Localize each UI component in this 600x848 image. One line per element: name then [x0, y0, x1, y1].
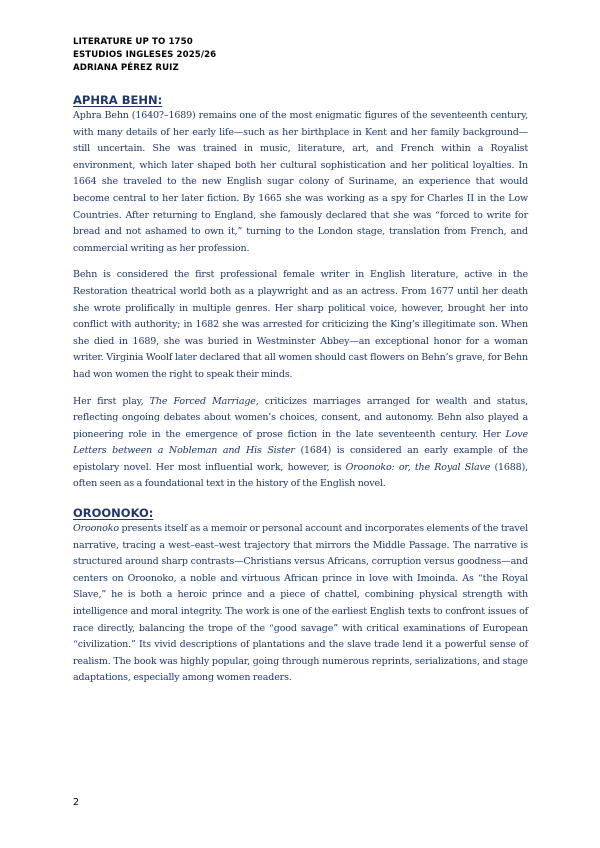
paragraph-behn-biography: Aphra Behn (1640?–1689) remains one of the most enigmatic figures of the seventeenth century, with many details of her early life—such as her birthplace in Kent and her family background—still uncertain. She was trained in music, literature, art, and French within a Royalist environment, which later shaped both her cultural sophistication and her political loyalties. In 1664 she traveled to the new English sugar colony of Suriname, an experience that would become central to her later fiction. By 1665 she was working as a spy for Charles II in the Low Countries. After returning to England, she famously declared that she was “forced to write for bread and not ashamed to own it,” turning to the London stage, translation from French, and commercial writing as her profession.	[73, 110, 528, 254]
text-run: presents itself as a memoir or personal account and incorporates elements of the travel narrative, tracing a west–east–west trajectory that mirrors the Middle Passage. The narrative is structured around sharp contrasts—Christians versus Africans, corruption versus goodness—and centers on Oroonoko, a noble and virtuous African prince in love with Imoinda. As “the Royal Slave,” he is both a heroic prince and a piece of chattel, combining physical strength with intelligence and moral integrity. The work is one of the earliest English texts to confront issues of race directly, balancing the trope of the “good savage” with critical examinations of European “civilization.” Its vivid descriptions of plantations and the slave trade lend it a powerful sense of realism. The book was highly popular, going through numerous reprints, serializations, and stage adaptations, especially among women readers.	[73, 523, 528, 684]
document-header	[73, 36, 528, 75]
section-title-oroonoko: OROONOKO:	[73, 506, 154, 521]
paragraph-behn-career: Behn is considered the first professional female writer in English literature, active in the Restoration theatrical world both as a playwright and as an actress. From 1677 until her death she wrote prolifically in multiple genres. Her sharp political voice, however, brought her into conflict with authority; in 1682 she was arrested for criticizing the King’s illegitimate son. When she died in 1689, she was buried in Westminster Abbey—an exceptional honor for a woman writer. Virginia Woolf later declared that all women should cast flowers on Behn’s grave, for Behn had won women the right to speak their minds.	[73, 269, 528, 380]
title-love-letters: Love Letters between a Nobleman and His Sister	[73, 428, 528, 457]
text-run: (1688), often seen as a foundational text in the history of the English novel.	[73, 461, 528, 490]
title-oroonoko: Oroonoko	[73, 523, 119, 535]
paragraph-behn-works	[73, 394, 528, 494]
header-course: LITERATURE UP TO 1750	[73, 37, 193, 47]
paragraph-oroonoko-summary	[73, 521, 528, 687]
title-oroonoko-royal-slave: Oroonoko: or, the Royal Slave	[345, 461, 491, 473]
text-run: , criticizes marriages arranged for wealth and status, reflecting ongoing debates about women’s choices, consent, and autonomy. Behn also played a pioneering role in the emergence of prose fiction in the late seventeenth century. Her	[73, 395, 528, 440]
text-run: Her first play,	[73, 395, 150, 407]
section-title-aphra-behn: APHRA BEHN:	[73, 93, 163, 107]
header-program: ESTUDIOS INGLESES 2025/26	[73, 50, 217, 60]
header-author: ADRIANA PÉREZ RUIZ	[73, 63, 179, 73]
page-number: 2	[73, 797, 80, 808]
text-run: (1684) is considered an early example of the epistolary novel. Her most influential work, however, is	[73, 445, 529, 473]
title-forced-marriage: The Forced Marriage	[149, 395, 256, 407]
